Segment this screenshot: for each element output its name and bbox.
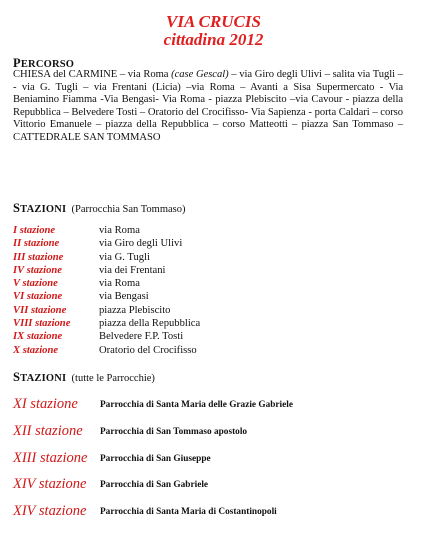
- station-place: Parrocchia di San Giuseppe: [100, 453, 211, 464]
- station-label: XI stazione: [13, 396, 78, 412]
- station-label: XIII stazione: [13, 449, 88, 466]
- station-place: Belvedere F.P. Tosti: [99, 331, 184, 343]
- station-label: X stazione: [13, 344, 59, 356]
- stazioni-heading-initial: S: [13, 370, 21, 384]
- station-label: VII stazione: [13, 304, 67, 316]
- station-label: IX stazione: [13, 331, 63, 343]
- station-label: II stazione: [13, 238, 60, 250]
- stazioni-heading-note: (tutte le Parrocchie): [71, 373, 155, 384]
- station-label: III stazione: [13, 251, 64, 263]
- station-place: via Roma: [99, 225, 140, 236]
- stazioni-heading-initial: S: [13, 201, 21, 215]
- station-place: piazza della Repubblica: [99, 318, 201, 330]
- station-label: I stazione: [13, 225, 56, 236]
- station-place: piazza Plebiscito: [99, 304, 171, 316]
- station-label: XIV stazione: [13, 503, 87, 520]
- station-label: V stazione: [13, 278, 58, 290]
- station-place: via Bengasi: [99, 291, 149, 303]
- percorso-heading-rest: ERCORSO: [20, 59, 75, 70]
- document-subtitle: cittadina 2012: [163, 30, 264, 49]
- station-place: via G. Tugli: [99, 251, 150, 263]
- stazioni-heading-tutte-parrocchie: [13, 370, 155, 385]
- percorso-heading-initial: P: [13, 56, 21, 70]
- station-label: XII stazione: [13, 422, 83, 439]
- stazioni-heading-rest: TAZIONI: [20, 373, 67, 384]
- station-label: VI stazione: [13, 291, 63, 303]
- station-place: via Roma: [99, 278, 140, 290]
- document-title: VIA CRUCIS: [166, 12, 261, 31]
- percorso-text-italic: (case Gescal): [171, 69, 229, 80]
- stazioni-heading-note: (Parrocchia San Tommaso): [71, 204, 186, 215]
- station-place: Parrocchia di Santa Maria delle Grazie Gabriele: [100, 400, 293, 410]
- station-place: Parrocchia di San Tommaso apostolo: [100, 426, 248, 437]
- percorso-text-rest: – via Giro degli Ulivi – salita via Tugli – - via G. Tugli – via Frentani (Licia) –via Roma – Avanti a Sisa Supermercato - Via Beniamino Fiamma -Via Bengasi- Via Roma - piazza Plebiscito –via Cavour - piazza della Repubblica – Belvedere Tosti – Oratorio del Crocifisso- Via Sapienza - porta Caldari – corso Vittorio Emanuele – piazza della Repubblica – corso Matteotti – piazza San Tommaso – CATTEDRALE SAN TOMMASO: [13, 69, 404, 143]
- percorso-text-start: CHIESA del CARMINE – via Roma: [13, 69, 172, 80]
- station-place: Parrocchia di San Gabriele: [100, 480, 209, 491]
- station-place: via Giro degli Ulivi: [99, 238, 183, 250]
- station-label: XIV stazione: [13, 476, 87, 493]
- station-place: Parrocchia di Santa Maria di Costantinopoli: [100, 507, 277, 518]
- station-label: VIII stazione: [13, 318, 71, 330]
- stazioni-heading-san-tommaso: [13, 201, 186, 216]
- stazioni-heading-rest: TAZIONI: [20, 204, 67, 215]
- percorso-text: [13, 69, 403, 145]
- station-place: via dei Frentani: [99, 264, 166, 276]
- station-label: IV stazione: [13, 264, 62, 276]
- station-place: Oratorio del Crocifisso: [99, 344, 197, 356]
